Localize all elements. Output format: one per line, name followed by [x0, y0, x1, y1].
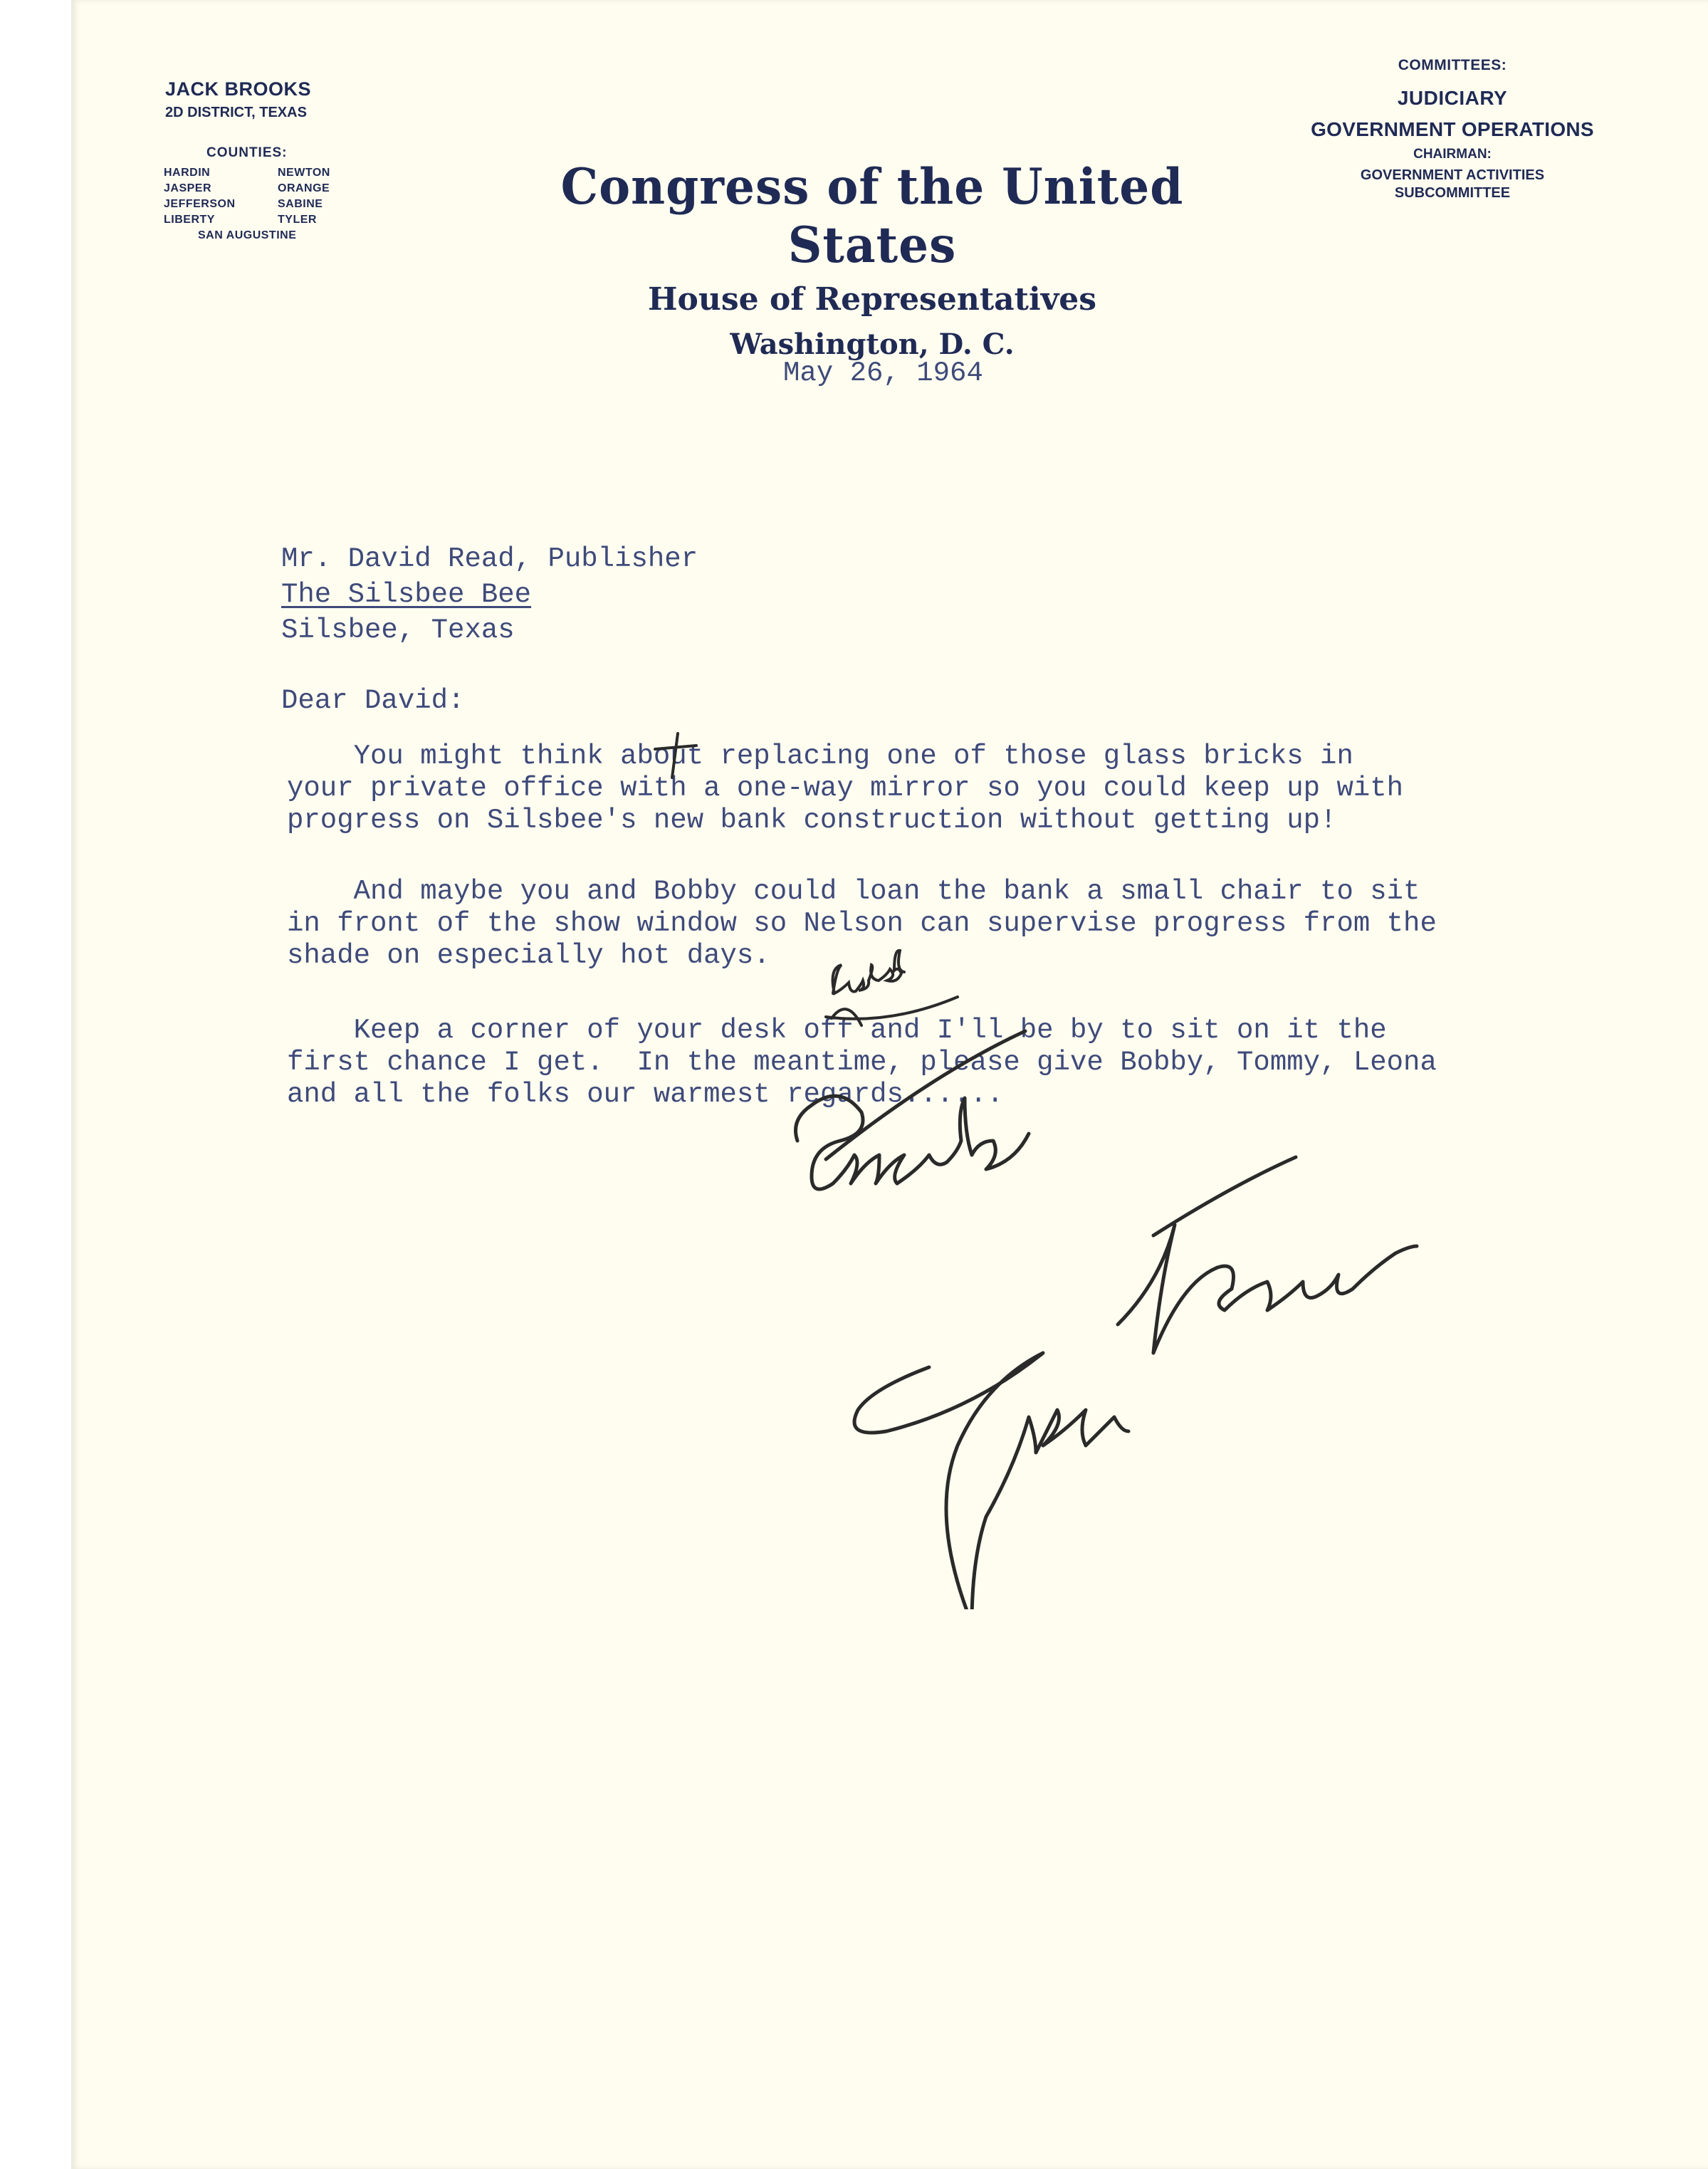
- county: SABINE: [278, 198, 323, 210]
- paragraph-line: your private office with a one-way mirror so you could keep up with: [287, 773, 1404, 804]
- subcommittee-line: GOVERNMENT ACTIVITIES: [1360, 167, 1545, 183]
- member-name: JACK BROOKS: [165, 78, 312, 100]
- county: JEFFERSON: [164, 198, 236, 210]
- recipient-name: Mr. David Read, Publisher: [281, 543, 698, 575]
- county: TYLER: [278, 214, 317, 226]
- recipient-publication: The Silsbee Bee: [281, 579, 532, 610]
- paragraph-line: first chance I get. In the meantime, please give Bobby, Tommy, Leona: [287, 1047, 1437, 1078]
- paragraph-line: in front of the show window so Nelson can supervise progress from the: [287, 908, 1437, 939]
- committees-title: COMMITTEES:: [1398, 57, 1507, 73]
- institution-title: Congress of the United States: [560, 157, 1184, 274]
- signature-surname: [1118, 1225, 1417, 1353]
- subcommittee-line: SUBCOMMITTEE: [1394, 185, 1511, 201]
- signature-crossbar: [1153, 1157, 1296, 1235]
- paragraph-line: And maybe you and Bobby could loan the bank a small chair to sit: [287, 876, 1420, 907]
- insert-plus-mark: [655, 733, 696, 778]
- signature-loop: [854, 1353, 1128, 1609]
- committee-government-operations: GOVERNMENT OPERATIONS: [1311, 118, 1594, 140]
- paragraph-line: shade on especially hot days.: [287, 940, 770, 971]
- chamber-title: House of Representatives: [647, 281, 1097, 318]
- county: ORANGE: [278, 182, 330, 194]
- flourish-stroke: [826, 1031, 1025, 1159]
- district: 2D DISTRICT, TEXAS: [165, 105, 307, 120]
- letter-date: May 26, 1964: [783, 357, 983, 389]
- county: LIBERTY: [164, 214, 215, 226]
- paragraph-line: progress on Silsbee's new bank construction without getting up!: [287, 805, 1337, 836]
- salutation: Dear David:: [281, 685, 465, 716]
- counties-title: COUNTIES:: [206, 145, 288, 160]
- chairman-label: CHAIRMAN:: [1413, 147, 1492, 162]
- paragraph-line: Keep a corner of your desk off and I'll be by to sit on it the: [287, 1015, 1387, 1046]
- county: NEWTON: [278, 167, 330, 179]
- paragraph-line: You might think about replacing one of those glass bricks in: [287, 741, 1353, 772]
- paragraph-line: and all the folks our warmest regards......: [287, 1079, 1004, 1110]
- signature-graphic: [748, 954, 1638, 1609]
- committee-judiciary: JUDICIARY: [1397, 87, 1508, 109]
- county: JASPER: [164, 182, 212, 194]
- county: HARDIN: [164, 167, 211, 179]
- county: SAN AUGUSTINE: [198, 229, 297, 241]
- recipient-city: Silsbee, Texas: [281, 615, 515, 646]
- city-title: Washington, D. C.: [730, 328, 1015, 361]
- closing-handwriting: [796, 1096, 1029, 1189]
